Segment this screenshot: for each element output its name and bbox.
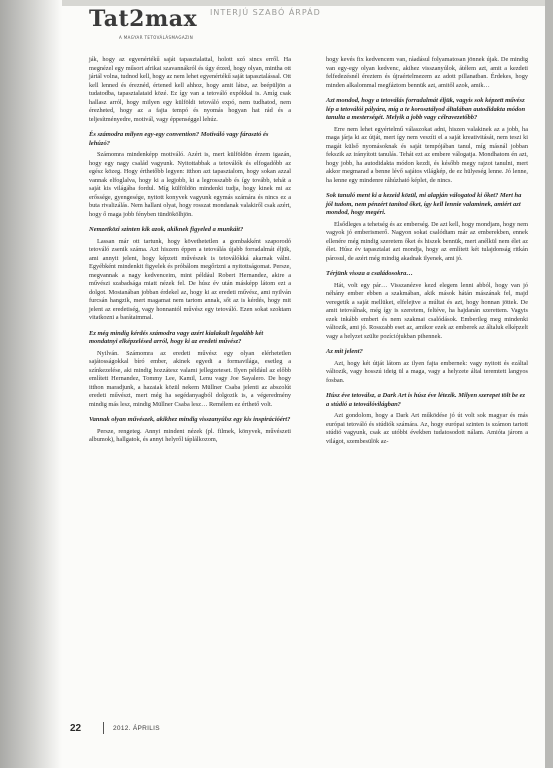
interview-answer: Nyilván. Számomra az eredeti művész egy olyan elérhetetlen sajátosságokkal bíró ember, akinek egyedi a formavilága, esetleg a színkezelése, aki mindig hozzátesz valami jellegzeteset. Ilyen például az előbb említett Hernandez, Tommy Lee, Kamil, Lenu vagy Joe Sayalero. De hogy itthon maradjunk, a hazaiak közül nekem Müllner Csaba jelenti az abszolút eredeti művészt, mert még ha segédanyagból dolgozik is, a végeredmény mindig más lesz, mindig Müllner Csaba lesz… Remélem ez érthető volt. <box>89 349 291 408</box>
section-heading: INTERJÚ SZABÓ ÁRPÁD <box>210 8 321 17</box>
interview-answer: Lassan már ott tartunk, hogy követhetetlen a gombakként szaporodó tetováló zsenik száma. Azt hiszem éppen a tetoválás újabb forradalmát éljük, ami annyit jelent, hogy képzett művészek is tetoválókká akarnak válni. Egyébként mindenkit figyelek és próbálom megőrizni a nyitottságomat. Persze, megvannak a nagy kedvenceim, mint például Robert Hernandez, akire a művészi szabadsága miatt nézek fel. De húsz év után másképp látom ezt a dolgot. Mostanában jobban érdekel az, hogy ki az eredeti művész, ami nyilván furcsán hangzik, mert magamat nem tartom annak, sőt az is kérdés, hogy mit jelent az eredetiség, vagy honnantól művész egy tetováló. Ezen sokat szoktam vitatkozni a barátaimmal. <box>89 237 291 321</box>
interview-question: Az mit jelent? <box>326 348 363 355</box>
interview-answer: ják, hogy az egyenértékű saját tapasztalattal, holott szó sincs erről. Ha megnézel egy műsort afrikai szavannákról és úgy érzed, hogy olyan, mintha ott jártál volna, tudnod kell, hogy az nem lehet egyenértékű saját tapasztalással. Ott kell lenned és éreznéd, értened kell ahhoz, hogy amit látsz, az beépüljön a tudatodba, tapasztalataid közé. Ez így van a tetováló expókkal is. Amíg csak hallasz arról, hogy milyen egy külföldi tetováló expó, nem tudhatod, nem érezheted, hogy az a fajta tempó és nyomás hogyan hat rád és a teljesítményedre, motivál, vagy éppenséggel lehúz. <box>89 56 291 123</box>
right-column <box>326 56 528 449</box>
interview-answer: Erre nem lehet egyértelmű válaszokat adni, hiszen valakinek az a jobb, ha maga járja ki az útját, mert így nem veszíti el a saját kreativitását, nem teszi ki magát külső nyomásoknak és saját tempójában tanul, míg másnál jobban fekszik az irányított tanulás. Tehát ezt az embere válogatja. Mondhatom én azt, hogy jobb, ha autodidakta módon kezdi, és később megy rajzot tanulni, mert akkor megmarad a benne lévő sajátos világkép, de ez hülyeség lenne. Jó lenne, ha lenne egy mindenre ráhúzható képlet, de nincs. <box>326 125 528 184</box>
interview-answer: Hát, volt egy pár… Visszanézve kezd elegem lenni abból, hogy van jó néhány ember ebben a szakmában, akik mások hátán mászának fel, majd veregetik a saját mellüket, elfelejtve a múltat és azt, hogy honnan jöttek. De amit tetoválnak, még így is szeretem, feltéve, ha hajdanán szerettem. Vagyis ezek inkább emberi és nem szakmai csalódások. Emberileg meg mindenki változik, ami jó. Rosszabb eset az, amikor ezek az emberek az általuk elképzelt vagy a helyzet szülte pozíciójukban pihennek. <box>326 281 528 340</box>
interview-question: Húsz éve tetoválsz, a Dark Art is húsz éve létezik. Milyen szerepet tölt be ez a stúdió a tetoválóvilágban? <box>326 392 526 408</box>
gutter-shadow <box>0 0 62 768</box>
interview-question: Vannak olyan művészek, akikhez mindig visszanyúlsz egy kis inspirációért? <box>89 416 291 423</box>
interview-answer: hogy kevés fix kedvencem van, ráadásul folyamatosan jönnek újak. De mindig van egy-egy olyan kedvenc, akihez visszanyúlok, átélem azt, amit a kezdeti felfedezésnél éreztem és újraértelmezem az adott pillanatban. Érdekes, hogy minden alkalommal megfáztom bennük azt, amitől azok, amik… <box>326 56 528 89</box>
logo-tagline: A MAGYAR TETOVÁLÁSMAGAZIN <box>119 35 194 40</box>
logo-text: Tat2max <box>89 6 198 32</box>
interview-question: Térjünk vissza a családosokra… <box>326 270 413 277</box>
footer-divider <box>103 722 104 734</box>
interview-question: Sok tanuló ment ki a kezeid közül, mi alapján válogatod ki őket? Mert ha jól tudom, nem pénzért tanítod őket, így kell lennie valaminek, amiért azt mondod, hogy megéri. <box>326 192 522 216</box>
issue-date: 2012. ÁPRILIS <box>113 725 160 732</box>
interview-question: És számodra milyen egy-egy convention? Motiváló vagy fárasztó és lehúzó? <box>89 131 269 147</box>
page-number: 22 <box>70 723 82 734</box>
interview-question: Ez még mindig kérdés számodra vagy azért kialakult legalább két mondatnyi elképzelésed arról, hogy ki az eredeti művész? <box>89 329 264 345</box>
interview-answer: Azt, hogy két útját látom az ilyen fajta embernek: vagy nyitott és ezáltal változik, vagy hosszú ideig ül a maga, vagy a helyzete által teremtett langyos fosban. <box>326 359 528 384</box>
interview-answer: Számomra mindenképp motiváló. Azért is, mert külföldön érzem igazán, hogy egy nagy család vagyunk. Nyitottabbak a tetoválók és elfogadóbb az egész közeg. Hogy érthetőbb legyen: itthon azt tapasztalom, hogy sokan azzal vannak elfoglalva, hogy ki a legjobb, ki a legrosszabb és így tovább, tehát a saját kis világába fordul. Míg külföldön mindenki tudja, hogy kinek mi az erőssége, gyengesége, nyitott konyvek vagyunk egymás számára és nincs ez a buta rivalizálás. Nem hallani olyat, hogy rosszat mondanak valakiről csak azért, hogy ő maga jobb fényben tündökölhjön. <box>89 151 291 218</box>
interview-question: Nemzetközi szinten kik azok, akiknek figyeled a munkáit? <box>89 226 244 233</box>
interview-question: Azt mondod, hogy a tetoválás forradalmát éljük, vagyis sok képzett művész lép a tetoválói pályára, míg a te korosztályod általában autodidakta módon tanulta a mesterségét. Melyik a jobb vagy célravezetőbb? <box>326 97 526 121</box>
left-column <box>89 56 291 448</box>
interview-answer: Elsődleges a tehetség és az emberség. De azt kell, hogy mondjam, hogy nem vagyok jó emberismerő. Nagyon sokat csalódtam már az emberekben, ennek ellenére még mindig szeretem őket és hiszek bennük, mert anélkül nem élet az élet. Húsz év tapasztalat azt mondja, hogy az említett két tulajdonság ritkán párosul, de azért még mindig akadnak ilyenek, ami jó. <box>326 220 528 262</box>
magazine-logo <box>89 6 207 40</box>
interview-answer: Azt gondolom, hogy a Dark Art működése jó út volt sok magyar és más európai tetováló és stúdiók számára. Az, hogy európai szinten is számon tartott stúdió vagyunk, csak az utóbbi években tudatosodott nálam. Amióta járom a világot, szembesülök az- <box>326 412 528 445</box>
interview-answer: Persze, rengeteg. Annyi mindent nézek (pl. filmek, könyvek, művészeti albumok), hallgatok, és annyi helyről táplálkozom, <box>89 427 291 443</box>
page-edge <box>545 0 553 768</box>
